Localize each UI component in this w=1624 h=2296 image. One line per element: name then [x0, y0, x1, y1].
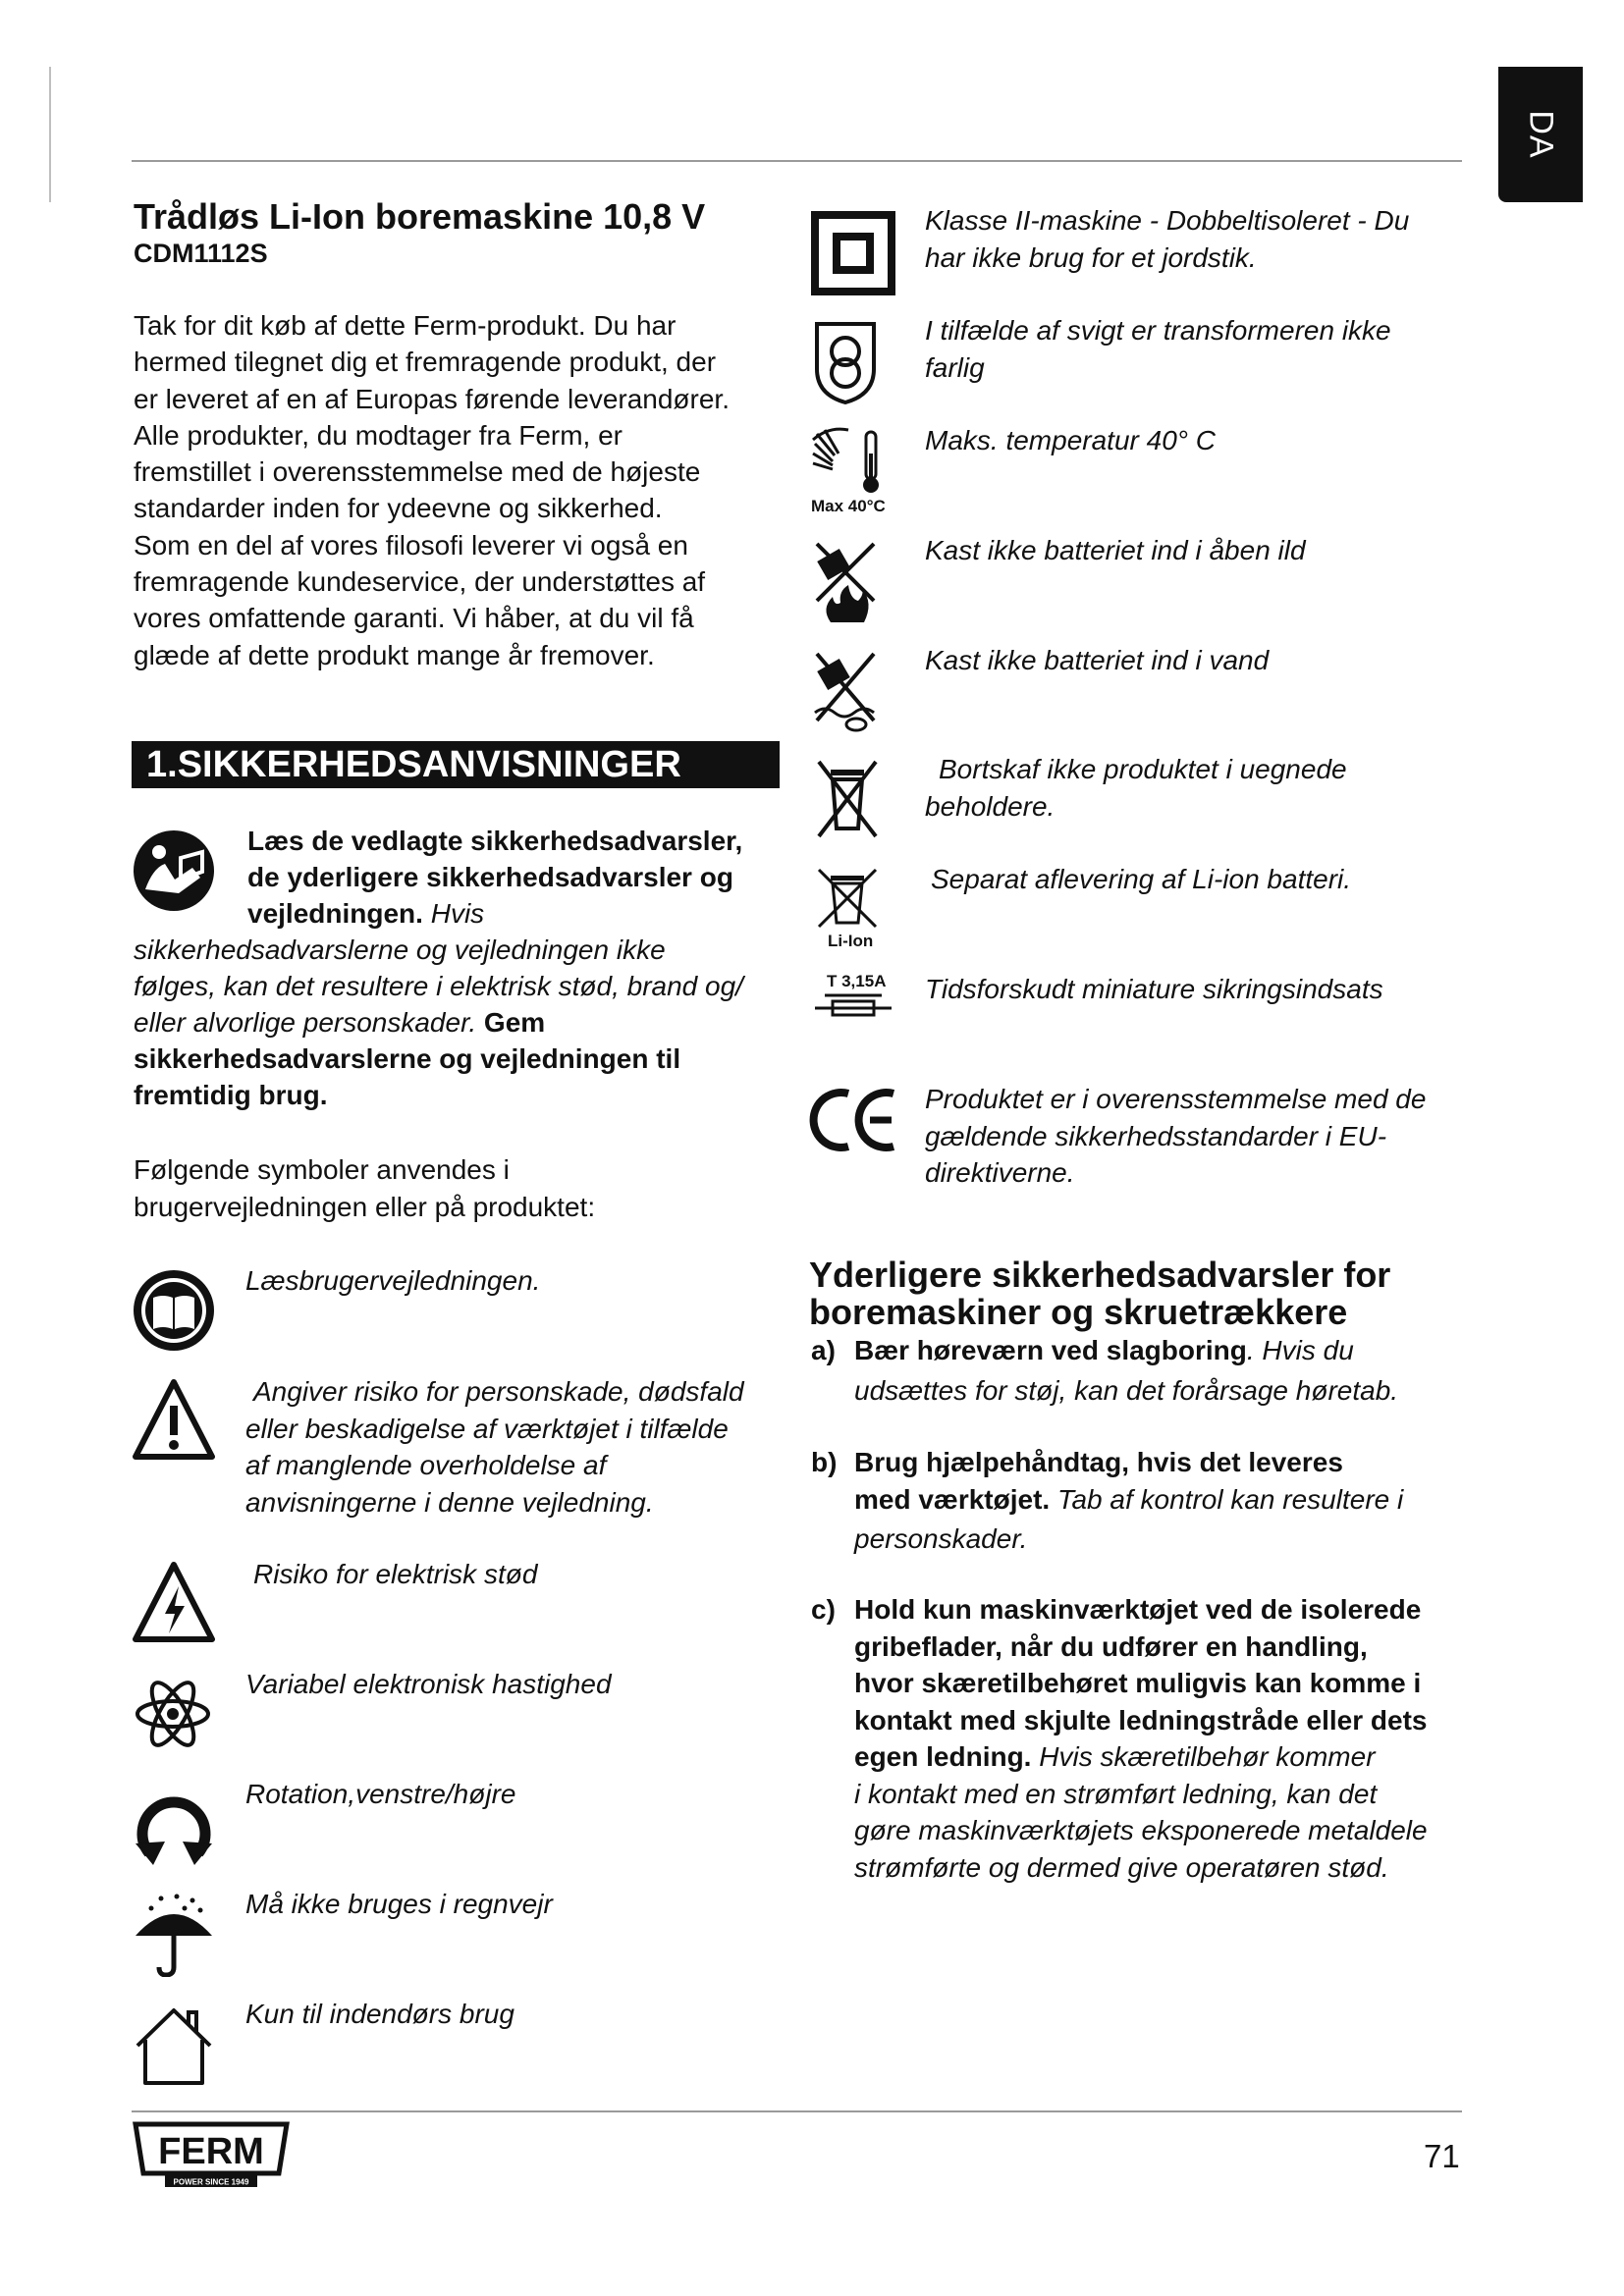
warning-item-a: a) Bær høreværn ved slagboring. Hvis du udsættes for støj, kan det forårsage høretab. [811, 1335, 1399, 1406]
warning-item-b: b) Brug hjælpehåndtag, hvis det leveres med værktøjet. Tab af kontrol kan resultere i personskader. [811, 1447, 1404, 1554]
symbol-text-fuse: Tidsforskudt miniature sikringsindsats [925, 974, 1383, 1004]
logo-tagline: POWER SINCE 1949 [173, 2177, 249, 2187]
rain-umbrella-icon [132, 1893, 216, 1977]
read-warnings-notice: Læs de vedlagte sikkerhedsadvarsler, de yderligere sikkerhedsadvarsler og vejledningen. Hvis sikkerhedsadvarslerne og vejledningen ikke følges, kan det resultere i elektrisk stød, brand og/ eller alvorlige personskader. Gem sikkerhedsadvarslerne og vejledningen til fremtidig brug. [134, 826, 743, 1110]
model-number: CDM1112S [134, 239, 268, 268]
indoor-house-icon [132, 2002, 216, 2087]
section-heading: 1.SIKKERHEDSANVISNINGER [132, 741, 780, 788]
symbol-text-indoor: Kun til indendørs brug [245, 1999, 514, 2029]
additional-warnings-heading: Yderligere sikkerhedsadvarsler for boremaskiner og skruetrækkere [809, 1255, 1391, 1332]
symbol-text-ce: Produktet er i overensstemmelse med de gældende sikkerhedsstandarder i EU- direktiverne. [925, 1084, 1427, 1188]
symbol-text-electric-shock: Risiko for elektrisk stød [253, 1559, 538, 1589]
ferm-logo [132, 2120, 291, 2189]
symbols-intro: Følgende symboler anvendes i brugervejledningen eller på produktet: [134, 1154, 596, 1222]
margin-line [49, 67, 51, 202]
top-divider [132, 160, 1462, 162]
variable-speed-icon [134, 1675, 212, 1753]
warning-item-c: c) Hold kun maskinværktøjet ved de isolerede gribeflader, når du udfører en handling, hvor skæretilbehøret muligvis kan komme i kontakt med skjulte ledningstråde eller dets egen ledning. Hvis skæretilbehør kommer i kontakt med en strømført ledning, kan det gøre maskinværktøjets eksponerede metaldele strømførte og dermed give operatøren stød. [811, 1594, 1428, 1883]
symbol-text-no-water: Kast ikke batteriet ind i vand [925, 645, 1270, 675]
li-ion-bin-icon [813, 866, 882, 931]
symbol-text-class-ii: Klasse II-maskine - Dobbeltisoleret - Du har ikke brug for et jordstik. [925, 205, 1410, 273]
symbol-text-max-temp: Maks. temperatur 40° C [925, 425, 1216, 455]
warning-triangle-icon [132, 1378, 216, 1461]
intro-paragraph: Tak for dit køb af dette Ferm-produkt. Du har hermed tilegnet dig et fremragende produkt, der er leveret af en af Europas førende leverandører. Alle produkter, du modtager fra Ferm, er fremstillet i overensstemmelse med de højeste standarder inden for ydeevne og sikkerhed. Som en del af vores filosofi leverer vi også en fremragende kundeservice, der understøttes af vores omfattende garanti. Vi håber, at du vil få glæde af dette produkt mange år fremover. [134, 310, 730, 670]
li-ion-label: Li-Ion [828, 932, 874, 950]
logo-text: FERM [158, 2131, 264, 2172]
symbol-text-read-manual: Læsbrugervejledningen. [245, 1265, 541, 1296]
electric-shock-icon [132, 1561, 216, 1643]
page-number: 71 [1424, 2138, 1460, 2174]
symbol-text-transformer: I tilfælde af svigt er transformeren ikke farlig [925, 315, 1391, 383]
safety-transformer-icon [811, 320, 880, 404]
symbol-text-rotation: Rotation,venstre/højre [245, 1779, 516, 1809]
fuse-label: T 3,15A [827, 972, 887, 990]
crossed-bin-icon [813, 756, 882, 842]
page-title: Trådløs Li-Ion boremaskine 10,8 V [134, 196, 706, 237]
symbol-text-warning: Angiver risiko for personskade, dødsfald eller beskadigelse af værktøjet i tilfælde af manglende overholdelse af anvisningerne i denne vejledning. [245, 1376, 744, 1518]
max-temperature-label: Max 40°C [811, 497, 886, 515]
symbol-text-bin: Bortskaf ikke produktet i uegnede beholdere. [925, 754, 1347, 822]
read-manual-icon [132, 1268, 216, 1353]
ce-mark-icon [809, 1086, 897, 1154]
symbol-text-li-ion: Separat aflevering af Li-ion batteri. [931, 864, 1352, 894]
no-water-battery-icon [811, 648, 880, 734]
class-ii-double-insulated-icon [811, 211, 895, 295]
bottom-divider [132, 2110, 1462, 2112]
language-tab[interactable]: DA [1498, 67, 1583, 202]
symbol-text-rain: Må ikke bruges i regnvejr [245, 1889, 553, 1919]
rotation-icon [132, 1783, 216, 1867]
symbol-text-no-fire: Kast ikke batteriet ind i åben ild [925, 535, 1306, 565]
symbol-text-variable-speed: Variabel elektronisk hastighed [245, 1669, 612, 1699]
no-fire-battery-icon [811, 538, 880, 624]
